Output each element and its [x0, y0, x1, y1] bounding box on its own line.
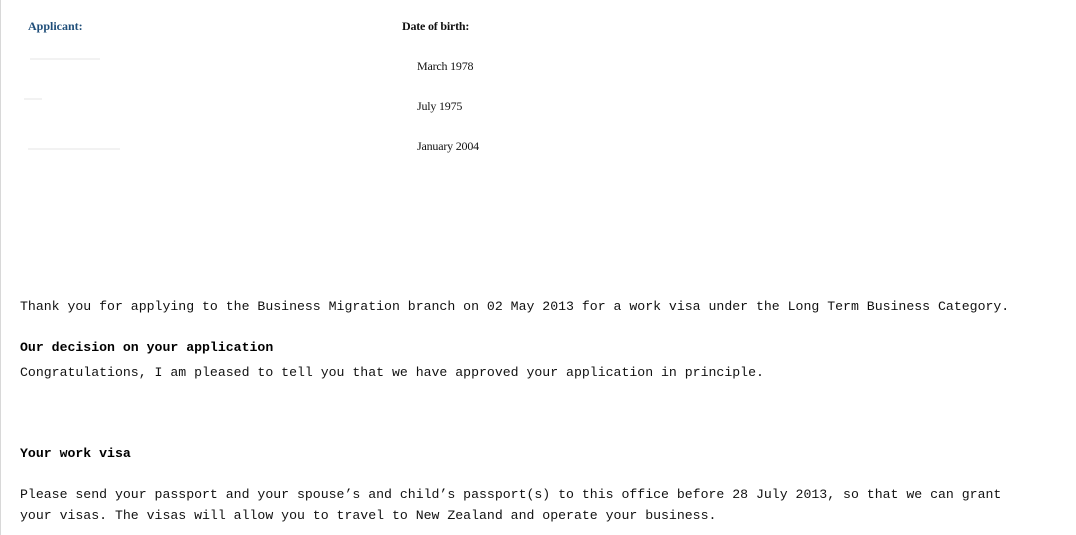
- redacted-name-3: [28, 148, 120, 150]
- dob-value-1: March 1978: [417, 59, 474, 73]
- visa-paragraph-line-2: your visas. The visas will allow you to travel to New Zealand and operate your business.: [20, 508, 717, 523]
- visa-paragraph-line-1: Please send your passport and your spouse’s and child’s passport(s) to this office before 28 July 2013, so that we can grant: [20, 487, 1002, 502]
- dob-value-2: July 1975: [417, 99, 463, 113]
- work-visa-heading: Your work visa: [20, 446, 131, 461]
- decision-heading: Our decision on your application: [20, 340, 274, 355]
- date-of-birth-label: Date of birth:: [402, 19, 470, 33]
- dob-value-3: January 2004: [417, 139, 479, 153]
- applicant-label: Applicant:: [28, 19, 83, 33]
- redacted-name-1: [30, 58, 100, 60]
- redacted-name-2: [24, 98, 42, 100]
- page-left-border: [0, 0, 1, 535]
- decision-paragraph: Congratulations, I am pleased to tell you that we have approved your application in principle.: [20, 365, 764, 380]
- intro-paragraph: Thank you for applying to the Business Migration branch on 02 May 2013 for a work visa under the Long Term Business Category.: [20, 299, 1010, 314]
